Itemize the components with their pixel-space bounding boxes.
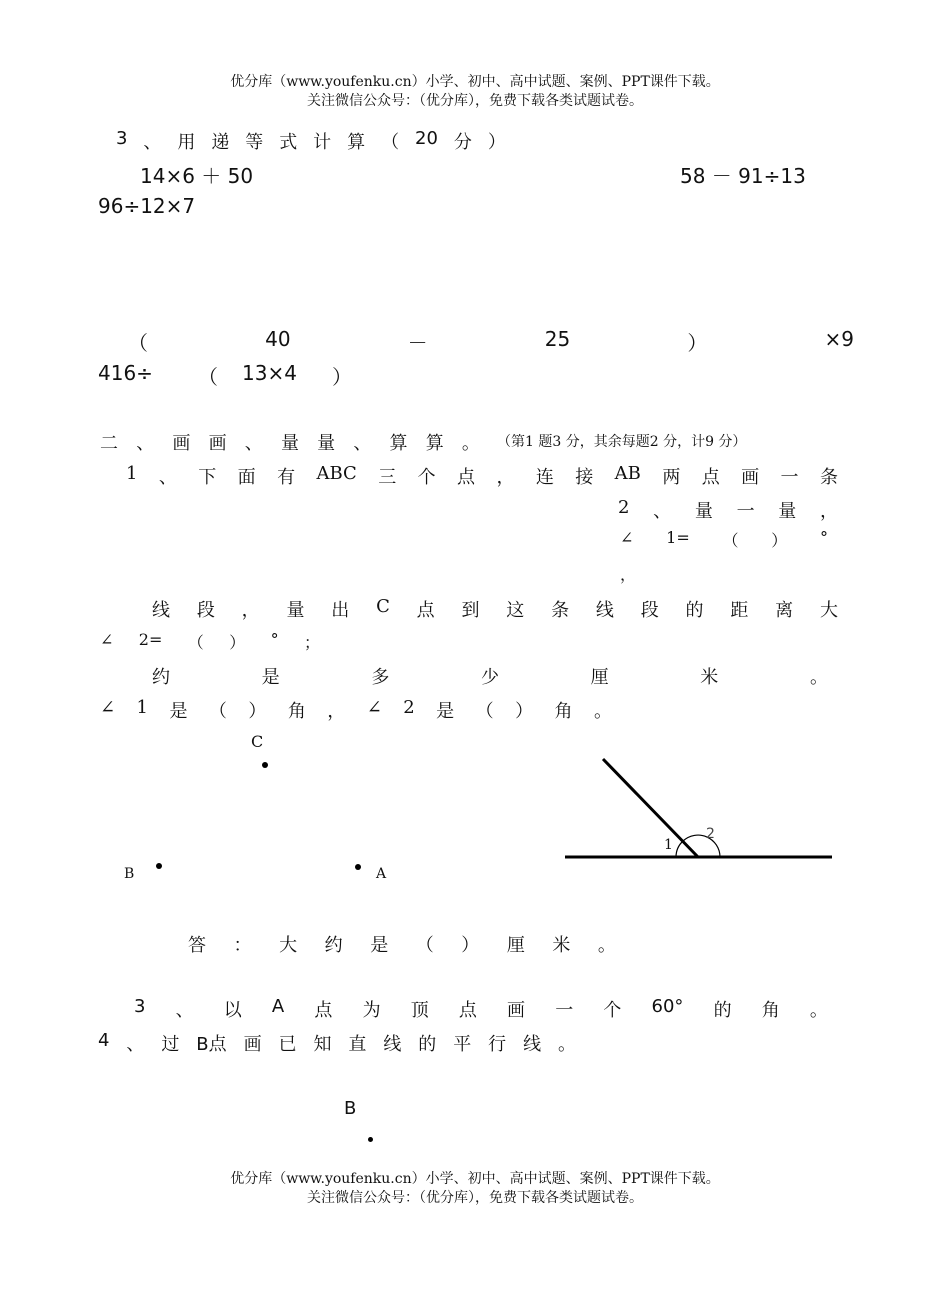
part2-heading-token: 量 <box>280 433 299 454</box>
q1-line-2-token: 段 <box>640 600 659 621</box>
q2-line-4-token: 角 <box>287 701 306 722</box>
section3-title-token: 递 <box>211 132 230 153</box>
q3-line-token: 的 <box>713 1000 732 1021</box>
q1-line-2-token: 这 <box>506 600 525 621</box>
part2-heading-token: 画 <box>208 433 227 454</box>
q3-line-token: 60° <box>651 996 684 1017</box>
expression-5-d: ） <box>332 365 352 389</box>
q2-line-1-token: 量 <box>694 501 713 522</box>
q1-line-3-token: 少 <box>480 667 499 688</box>
part2-heading-token: 画 <box>172 433 191 454</box>
section3-title-token: （ <box>381 132 400 153</box>
q4-line-token: 行 <box>488 1034 507 1055</box>
q2-line-1-token: ， <box>819 501 838 522</box>
q3-line-token: 个 <box>603 1000 622 1021</box>
q2-line-1-token: 2 <box>618 497 630 518</box>
section3-title-token: ） <box>487 132 506 153</box>
point-label-a: A <box>376 866 387 882</box>
q3-line-token: 画 <box>507 1000 526 1021</box>
q1-line-1-token: 面 <box>237 467 256 488</box>
expression-5-a: 416÷ <box>98 361 153 385</box>
answer-line-token: 答 <box>188 935 206 956</box>
q3-line-token: 点 <box>458 1000 477 1021</box>
part2-heading-token: 算 <box>425 433 444 454</box>
q1-line-2-token: ， <box>241 600 260 621</box>
section3-title-token: 20 <box>415 128 438 149</box>
point-label-b: B <box>124 866 135 882</box>
q2-line-3-token: ； <box>303 633 320 652</box>
q1-line-3-token: 。 <box>809 667 828 688</box>
q1-line-1-token: 有 <box>277 467 296 488</box>
section3-title-token: 算 <box>347 132 366 153</box>
q4-line-token: 直 <box>348 1034 367 1055</box>
answer-line-token: （ <box>415 935 434 956</box>
q1-line-2-token: 段 <box>196 600 215 621</box>
q4-line-token: 线 <box>523 1034 542 1055</box>
answer-line-token: 大 <box>279 935 298 956</box>
q2-line-4-token: 。 <box>593 701 612 722</box>
q2-line-4 <box>100 697 612 723</box>
point-b-2-dot <box>368 1137 373 1142</box>
q2-line-4-token: 1 <box>136 697 148 718</box>
q1-line-2-token: 量 <box>286 600 305 621</box>
q4-line-token: 画 <box>243 1034 262 1055</box>
q2-line-4-token: （ <box>475 701 494 722</box>
angle-figure <box>560 750 840 870</box>
angle-label-2: 2 <box>706 826 715 842</box>
q1-line-1-token: ， <box>496 467 515 488</box>
expression-4-token: ×9 <box>824 327 854 351</box>
point-label-b-2: B <box>344 1098 357 1119</box>
angle-1-arc <box>676 841 683 857</box>
answer-line-token: ） <box>461 935 480 956</box>
q1-line-2 <box>152 596 838 622</box>
q4-line-token: 已 <box>278 1034 297 1055</box>
angle-label-1: 1 <box>664 837 673 853</box>
q1-line-1-token: 点 <box>457 467 476 488</box>
answer-line-token: ： <box>233 935 252 956</box>
q2-line-3-token: ∠ <box>100 630 114 649</box>
header-line-1: 优分库（www.youfenku.cn）小学、初中、高中试题、案例、PPT课件下载。 <box>230 74 720 90</box>
part2-heading <box>100 429 480 455</box>
q2-line-4-token: ） <box>248 701 267 722</box>
q3-line-token: 角 <box>761 1000 780 1021</box>
q1-line-3-token: 是 <box>261 667 280 688</box>
q1-line-1-token: 条 <box>819 467 838 488</box>
q1-line-1-token: 点 <box>701 467 720 488</box>
q2-line-1-token: 、 <box>653 501 672 522</box>
q1-line-3-token: 厘 <box>590 667 609 688</box>
expression-3: 96÷12×7 <box>98 194 196 218</box>
q1-line-1-token: 三 <box>378 467 397 488</box>
q1-line-1-token: 个 <box>417 467 436 488</box>
header-line-2: 关注微信公众号：（优分库），免费下载各类试题试卷。 <box>307 93 643 109</box>
expression-4-token: （ <box>128 331 148 355</box>
q2-line-4-token: ∠ <box>366 697 382 718</box>
q1-line-1-token: 、 <box>158 467 177 488</box>
q2-line-4-token: 2 <box>403 697 415 718</box>
q2-line-2-token: （ <box>722 531 739 550</box>
q2-line-3-token: （ <box>187 633 204 652</box>
q2-line-1-token: 量 <box>778 501 797 522</box>
answer-line-token: 厘 <box>506 935 525 956</box>
section3-title-token: 式 <box>279 132 298 153</box>
q2-line-2-token: 1= <box>666 528 690 547</box>
q1-line-3-token: 多 <box>371 667 390 688</box>
answer-line <box>188 931 616 957</box>
q2-line-1 <box>618 497 838 523</box>
q1-line-2-token: C <box>376 596 390 617</box>
q3-line-token: 一 <box>555 1000 574 1021</box>
expression-4-token: ） <box>687 331 708 355</box>
q3-line-token: 。 <box>809 1000 828 1021</box>
part2-heading-token: 算 <box>389 433 408 454</box>
expression-4-token: 40 <box>265 327 291 351</box>
point-a-dot <box>355 864 361 870</box>
q1-line-1-token: AB <box>614 463 641 484</box>
q1-line-1-token: 1 <box>126 463 138 484</box>
q1-line-3-token: 米 <box>700 667 719 688</box>
q4-line-token: 平 <box>453 1034 472 1055</box>
point-c-dot <box>262 762 268 768</box>
q3-line-token: A <box>271 996 285 1017</box>
q2-line-2-token: ） <box>771 531 788 550</box>
q2-line-4-token: ， <box>327 701 346 722</box>
q3-line-token: 为 <box>362 1000 381 1021</box>
q4-line-token: B点 <box>196 1034 227 1055</box>
expression-5-b: （ <box>198 365 218 389</box>
part2-heading-token: 。 <box>461 433 480 454</box>
point-label-c: C <box>251 732 264 751</box>
part2-heading-token: 、 <box>136 433 155 454</box>
answer-line-token: 。 <box>597 935 616 956</box>
q1-line-1-token: 画 <box>741 467 760 488</box>
q2-line-2-token: ∠ <box>620 528 634 547</box>
q1-line-2-token: 大 <box>819 600 838 621</box>
q1-line-1-token: ABC <box>316 463 357 484</box>
q4-line-token: 。 <box>558 1034 576 1055</box>
section3-title-token: 等 <box>245 132 264 153</box>
q1-line-1 <box>126 463 838 489</box>
q4-line <box>98 1030 576 1056</box>
q2-line-1-token: 一 <box>736 501 755 522</box>
q1-line-2-token: 线 <box>152 600 170 621</box>
q3-line-token: 以 <box>223 1000 242 1021</box>
q1-line-2-token: 点 <box>416 600 435 621</box>
q3-line-token: 、 <box>175 1000 194 1021</box>
expression-5-c: 13×4 <box>242 361 297 385</box>
part2-heading-token: 量 <box>317 433 336 454</box>
q4-line-token: 的 <box>418 1034 437 1055</box>
q1-line-2-token: 距 <box>730 600 749 621</box>
q1-line-2-token: 条 <box>551 600 570 621</box>
answer-line-token: 米 <box>552 935 571 956</box>
section3-title-token: 、 <box>143 132 162 153</box>
q2-comma: ， <box>620 565 637 584</box>
q2-line-4-token: 是 <box>436 701 455 722</box>
section3-title-token: 3 <box>116 128 128 149</box>
q2-line-3-token: ° <box>270 630 279 649</box>
q4-line-token: 、 <box>126 1034 145 1055</box>
q1-line-2-token: 线 <box>595 600 614 621</box>
q2-line-4-token: ） <box>515 701 534 722</box>
q2-line-2 <box>620 528 828 551</box>
q3-line <box>134 996 828 1022</box>
expression-4-token: － <box>407 331 428 355</box>
q2-line-4-token: （ <box>208 701 227 722</box>
q2-line-2-token: ° <box>819 528 828 547</box>
q1-line-2-token: 出 <box>331 600 350 621</box>
section3-title-token: 用 <box>177 132 196 153</box>
footer-line-2: 关注微信公众号：（优分库），免费下载各类试题试卷。 <box>307 1190 643 1206</box>
angle-ray <box>603 759 698 857</box>
part2-heading-token: 、 <box>353 433 372 454</box>
q2-line-3 <box>100 630 320 653</box>
q1-line-1-token: 下 <box>198 467 217 488</box>
point-b-dot <box>156 863 162 869</box>
part2-heading-token: 、 <box>244 433 263 454</box>
expression-4 <box>128 327 854 356</box>
q1-line-3-token: 约 <box>152 667 170 688</box>
answer-line-token: 是 <box>370 935 389 956</box>
q1-line-2-token: 离 <box>775 600 794 621</box>
footer-line-1: 优分库（www.youfenku.cn）小学、初中、高中试题、案例、PPT课件下载。 <box>230 1171 720 1187</box>
q3-line-token: 点 <box>314 1000 333 1021</box>
q4-line-token: 过 <box>161 1034 180 1055</box>
expression-4-token: 25 <box>544 327 571 351</box>
q1-line-1-token: 一 <box>780 467 799 488</box>
q1-line-1-token: 连 <box>535 467 554 488</box>
q1-line-2-token: 到 <box>461 600 480 621</box>
q1-line-1-token: 接 <box>575 467 594 488</box>
q1-line-2-token: 的 <box>685 600 704 621</box>
q4-line-token: 线 <box>383 1034 402 1055</box>
answer-line-token: 约 <box>324 935 343 956</box>
q1-line-3 <box>152 663 828 689</box>
q1-line-1-token: 两 <box>662 467 681 488</box>
q2-line-4-token: ∠ <box>100 697 116 718</box>
expression-2: 58 － 91÷13 <box>680 164 806 188</box>
part2-heading-note: （第1 题3 分，其余每题2 分，计9 分） <box>497 434 747 450</box>
q3-line-token: 3 <box>134 996 146 1017</box>
section3-title-token: 计 <box>313 132 332 153</box>
section3-title-token: 分 <box>453 132 472 153</box>
expression-1: 14×6 ＋ 50 <box>140 164 254 188</box>
q4-line-token: 知 <box>313 1034 332 1055</box>
q2-line-4-token: 是 <box>169 701 188 722</box>
part2-heading-token: 二 <box>100 433 118 454</box>
q2-line-3-token: ） <box>229 633 246 652</box>
section3-title <box>116 128 506 154</box>
q4-line-token: 4 <box>98 1030 110 1051</box>
q2-line-3-token: 2= <box>138 630 163 649</box>
q3-line-token: 顶 <box>410 1000 429 1021</box>
q2-line-4-token: 角 <box>554 701 573 722</box>
